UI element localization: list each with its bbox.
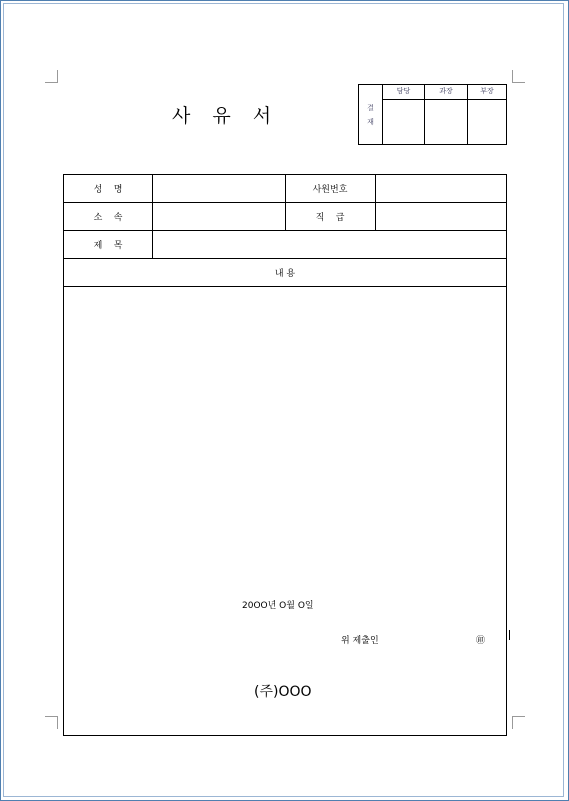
seal-mark: ㊞ (476, 636, 486, 646)
approval-head-manager: 과장 (425, 85, 467, 100)
approval-side-label-2: 재 (367, 118, 374, 126)
row-divider (64, 258, 506, 259)
crop-mark-top-left (45, 70, 58, 83)
row-divider (64, 286, 506, 287)
approval-column-director (468, 85, 506, 144)
crop-mark-bottom-right (512, 716, 525, 729)
approval-column-manager (425, 85, 468, 144)
crop-mark-bottom-left (45, 716, 58, 729)
rank-label: 직 급 (315, 213, 345, 223)
approval-column-staff (383, 85, 425, 144)
form-table (63, 174, 507, 736)
col-divider (375, 175, 376, 230)
content-label: 내 용 (274, 269, 296, 279)
approval-side-label (359, 85, 383, 144)
row-divider (64, 230, 506, 231)
submitter-label: 위 제출인 (341, 636, 379, 646)
approval-box (358, 84, 507, 145)
col-divider (152, 175, 153, 258)
employee-number-label: 사원번호 (312, 185, 348, 195)
date-line: 20OO년 O월 O일 (242, 601, 314, 611)
text-cursor (509, 630, 510, 640)
department-label: 소 속 (93, 213, 123, 223)
approval-side-label-1: 결 (367, 104, 374, 112)
approval-head-director: 부장 (468, 85, 506, 100)
subject-label: 제 목 (93, 241, 123, 251)
name-label: 성 명 (93, 185, 123, 195)
document-title: 사 유 서 (172, 105, 280, 127)
crop-mark-top-right (512, 70, 525, 83)
company-name: (주)OOO (254, 684, 312, 700)
approval-head-staff: 담당 (383, 85, 424, 100)
